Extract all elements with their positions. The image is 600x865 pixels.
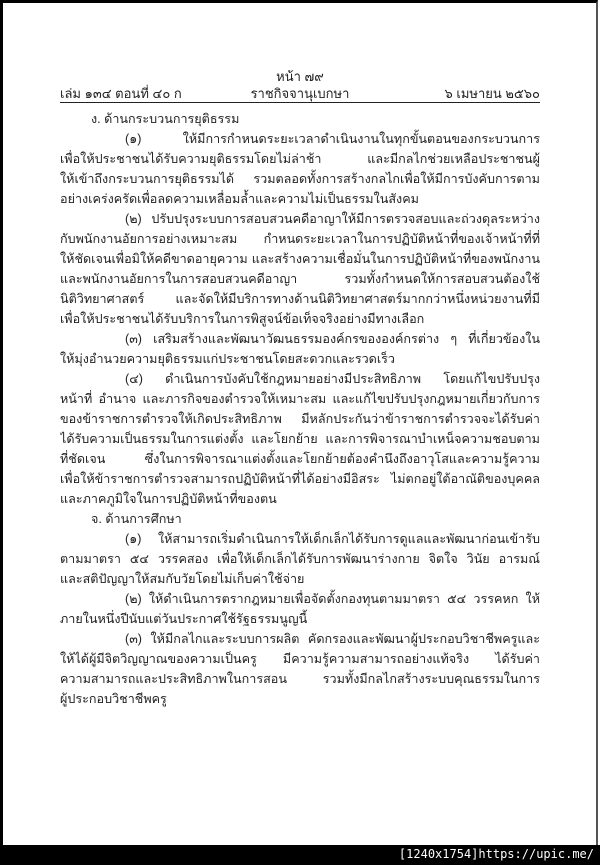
- volume-issue: เล่ม ๑๓๔ ตอนที่ ๔๐ ก: [60, 86, 182, 101]
- section-heading: จ. ด้านการศึกษา: [91, 512, 182, 526]
- paragraph-line: ความสามารถและประสิทธิภาพในการสอน รวมทั้งมีกลไกสร้างระบบคุณธรรมในการ: [60, 672, 540, 686]
- paragraph-line: ที่ชัดเจน ซึ่งในการพิจารณาแต่งตั้งและโยกย้ายต้องคำนึงถึงอาวุโสและความรู้ความ: [60, 452, 540, 466]
- paragraph-line: นิติวิทยาศาสตร์ และจัดให้มีบริการทางด้านนิติวิทยาศาสตร์มากกว่าหนึ่งหน่วยงานที่มี: [60, 292, 540, 306]
- paragraph-line: ของข้าราชการตำรวจให้เกิดประสิทธิภาพ มีหลักประกันว่าข้าราชการตำรวจจะได้รับค่า: [60, 412, 540, 426]
- paragraph-line: (๒) ให้ดำเนินการตรากฎหมายเพื่อจัดตั้งกองทุนตามมาตรา ๕๔ วรรคหก ให้: [125, 592, 540, 606]
- paragraph-line: กับพนักงานอัยการอย่างเหมาะสม กำหนดระยะเวลาในการปฏิบัติหน้าที่ของเจ้าหน้าที่ที่: [60, 232, 540, 246]
- paragraph-line: ให้มุ่งอำนวยความยุติธรรมแก่ประชาชนโดยสะดวกและรวดเร็ว: [60, 352, 395, 366]
- paragraph-line: (๔) ดำเนินการบังคับใช้กฎหมายอย่างมีประสิทธิภาพ โดยแก้ไขปรับปรุง: [125, 372, 540, 386]
- paragraph-line: (๑) ให้มีการกำหนดระยะเวลาดำเนินงานในทุกขั้นตอนของกระบวนการ: [125, 132, 540, 146]
- section-heading: ง. ด้านกระบวนการยุติธรรม: [91, 112, 240, 126]
- paragraph-line: เพื่อให้ข้าราชการตำรวจสามารถปฏิบัติหน้าที่ได้อย่างมีอิสระ ไม่ตกอยู่ใต้อาณัติของบุคคล: [60, 472, 540, 486]
- publication-title: ราชกิจจานุเบกษา: [250, 86, 350, 101]
- image-host-footer: [0, 845, 600, 865]
- paragraph-line: หน้าที่ อำนาจ และภารกิจของตำรวจให้เหมาะสม และแก้ไขปรับปรุงกฎหมายเกี่ยวกับการ: [60, 392, 540, 406]
- document-body: [60, 109, 540, 709]
- paragraph-line: (๓) เสริมสร้างและพัฒนาวัฒนธรรมองค์กรขององค์กรต่าง ๆ ที่เกี่ยวข้องใน: [125, 332, 540, 346]
- paragraph-line: ภายในหนึ่งปีนับแต่วันประกาศใช้รัฐธรรมนูญนี้: [60, 612, 308, 626]
- paragraph-line: อย่างเคร่งครัดเพื่อลดความเหลื่อมล้ำและความไม่เป็นธรรมในสังคม: [60, 192, 419, 206]
- publication-date: ๖ เมษายน ๒๕๖๐: [444, 86, 540, 101]
- paragraph-line: ตามมาตรา ๕๔ วรรคสอง เพื่อให้เด็กเล็กได้รับการพัฒนาร่างกาย จิตใจ วินัย อารมณ์: [60, 552, 540, 566]
- paragraph-line: เพื่อให้ประชาชนได้รับความยุติธรรมโดยไม่ล่าช้า และมีกลไกช่วยเหลือประชาชนผู้: [60, 152, 540, 166]
- paragraph-line: เพื่อให้ประชาชนได้รับบริการในการพิสูจน์ข้อเท็จจริงอย่างมีทางเลือก: [60, 312, 425, 326]
- paragraph-line: ให้เข้าถึงกระบวนการยุติธรรมได้ รวมตลอดทั้งการสร้างกลไกเพื่อให้มีการบังคับการตาม: [60, 172, 540, 186]
- paragraph-line: และพนักงานอัยการในการสอบสวนคดีอาญา รวมทั้งกำหนดให้การสอบสวนต้องใช้: [60, 272, 540, 286]
- paragraph-line: และสติปัญญาให้สมกับวัยโดยไม่เก็บค่าใช้จ่าย: [60, 572, 305, 586]
- paragraph-line: (๓) ให้มีกลไกและระบบการผลิต คัดกรองและพัฒนาผู้ประกอบวิชาชีพครูและ: [125, 632, 540, 646]
- paragraph-line: ผู้ประกอบวิชาชีพครู: [60, 692, 167, 706]
- header-divider: [60, 102, 540, 103]
- paragraph-line: ให้ได้ผู้มีจิตวิญญาณของความเป็นครู มีความรู้ความสามารถอย่างแท้จริง ได้รับค่า: [60, 652, 540, 666]
- paragraph-line: ได้รับความเป็นธรรมในการแต่งตั้ง และโยกย้าย และการพิจารณาบำเหน็จความชอบตาม: [60, 432, 540, 446]
- paragraph-line: ให้ชัดเจนเพื่อมิให้คดีขาดอายุความ และสร้างความเชื่อมั่นในการปฏิบัติหน้าที่ของพนักงาน: [60, 252, 540, 266]
- page-number: หน้า ๗๙: [276, 69, 324, 84]
- paragraph-line: และภาคภูมิใจในการปฏิบัติหน้าที่ของตน: [60, 492, 277, 506]
- gazette-header: [60, 83, 540, 101]
- paragraph-line: (๒) ปรับปรุงระบบการสอบสวนคดีอาญาให้มีการตรวจสอบและถ่วงดุลระหว่าง: [125, 212, 540, 226]
- image-size-url: [1240x1754]https://upic.me/: [398, 847, 594, 861]
- paragraph-line: (๑) ให้สามารถเริ่มดำเนินการให้เด็กเล็กได้รับการดูแลและพัฒนาก่อนเข้ารับ: [125, 532, 540, 546]
